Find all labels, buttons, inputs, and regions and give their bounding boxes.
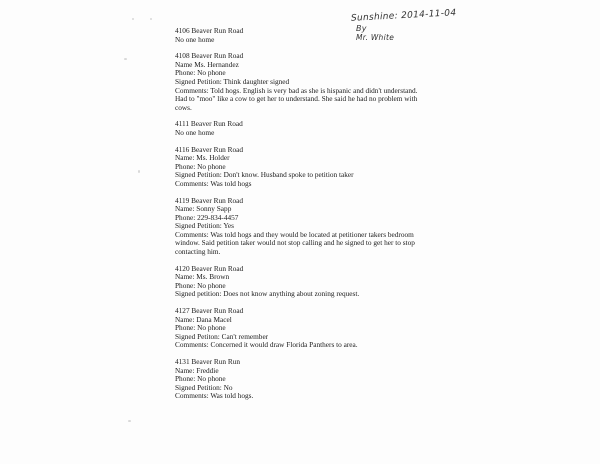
entry-4127 xyxy=(175,307,425,350)
entry-phone: Phone: No phone xyxy=(175,280,226,290)
canvass-entries xyxy=(175,27,425,409)
entry-4108 xyxy=(175,52,425,112)
entry-phone: Phone: 229-834-4457 xyxy=(175,212,239,222)
entry-line: No one home xyxy=(175,127,215,137)
entry-phone: Phone: No phone xyxy=(175,323,226,333)
handwritten-by-annotation: By xyxy=(356,24,367,33)
scan-speck xyxy=(124,58,127,60)
entry-address: 4131 Beaver Run Run xyxy=(175,357,241,366)
entry-comments: Comments: Was told hogs. xyxy=(175,391,254,401)
entry-address: 4116 Beaver Run Road xyxy=(175,144,244,154)
entry-comments: Comments: Was told hogs and they would be located at petitioner takers bedroom window. Said petition taker would not stop calling and he signed to get her to stop contacting him. xyxy=(175,229,415,257)
entry-signed-petition: Signed Petition: No xyxy=(175,382,233,392)
entry-phone: Phone: No phone xyxy=(175,161,226,171)
entry-4106 xyxy=(175,27,425,44)
handwritten-date-annotation: Sunshine: 2014-11-04 xyxy=(350,8,457,24)
entry-name: Name: Ms. Holder xyxy=(175,153,230,163)
entry-address: 4111 Beaver Run Road xyxy=(175,119,243,129)
entry-name: Name Ms. Hernandez xyxy=(175,59,239,69)
entry-signed-petition: Signed Petition: Yes xyxy=(175,221,234,231)
entry-name: Name: Freddie xyxy=(175,365,219,375)
entry-line: No one home xyxy=(175,34,215,44)
entry-signed-petition: Signed Petition: Think daughter signed xyxy=(175,76,290,86)
entry-address: 4108 Beaver Run Road xyxy=(175,51,244,61)
entry-signed-petition: Signed petition: Does not know anything about zoning request. xyxy=(175,289,360,299)
entry-4116 xyxy=(175,146,425,189)
scan-speck xyxy=(138,170,140,173)
entry-name: Name: Dana Macel xyxy=(175,314,232,324)
entry-comments: Comments: Told hogs. English is very bad as she is hispanic and didn't understand. Had to "moo" like a cow to get her to understand. She said he had no problem with cows. xyxy=(175,85,418,112)
entry-4120 xyxy=(175,265,425,299)
entry-comments: Comments: Concerned it would draw Florida Panthers to area. xyxy=(175,340,358,350)
handwritten-name-annotation: Mr. White xyxy=(356,33,395,42)
entry-comments: Comments: Was told hogs xyxy=(175,178,252,188)
entry-name: Name: Sonny Sapp xyxy=(175,204,232,214)
entry-phone: Phone: No phone xyxy=(175,68,226,78)
entry-4111 xyxy=(175,120,425,137)
entry-name: Name: Ms. Brown xyxy=(175,272,230,282)
scan-speck xyxy=(132,18,134,20)
scan-speck xyxy=(150,18,152,20)
entry-address: 4119 Beaver Run Road xyxy=(175,195,244,205)
scan-speck xyxy=(128,420,131,422)
entry-signed-petition: Signed Petition: Don't know. Husband spoke to petition taker xyxy=(175,170,354,180)
entry-4119 xyxy=(175,197,425,257)
entry-address: 4127 Beaver Run Road xyxy=(175,306,244,316)
entry-4131 xyxy=(175,358,425,401)
entry-phone: Phone: No phone xyxy=(175,374,226,384)
entry-address: 4120 Beaver Run Road xyxy=(175,263,244,273)
entry-address: 4106 Beaver Run Road xyxy=(175,26,244,35)
entry-signed-petition: Signed Petiton: Can't remember xyxy=(175,331,269,341)
